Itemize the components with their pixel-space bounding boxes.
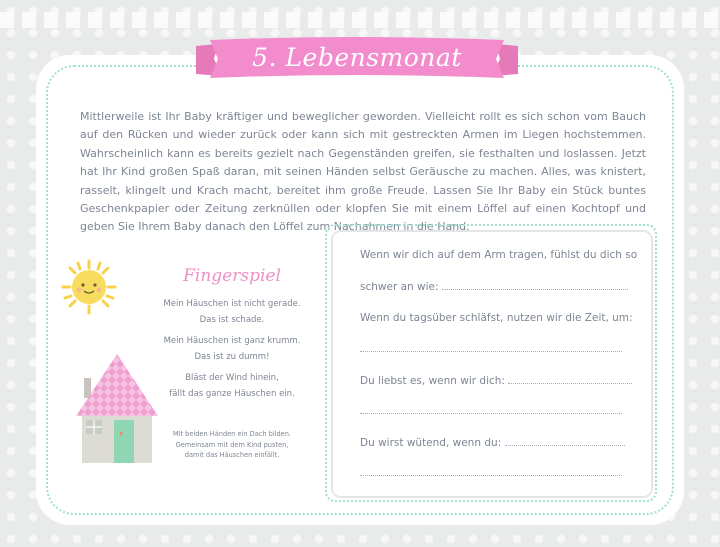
verse-line: Mein Häuschen ist ganz krumm. [163,336,301,346]
answer-love-field-2[interactable] [360,412,622,414]
question-nap: Wenn du tagsüber schläfst, nutzen wir die Zeit, um: [360,312,633,324]
answer-angry-field-2[interactable] [360,474,622,476]
intro-paragraph: Mittlerweile ist Ihr Baby kräftiger und beweglicher geworden. Vielleicht rollt es sich schon vom Bauch auf den Rücken und wieder zurück oder kann sich mit gestreckten Armen im Liegen hochstemmen. Wahrscheinlich kann es bereits gezielt nach Gegenständen greifen, sie festhalten und loslassen. Jetzt hat Ihr Kind großen Spaß daran, mit seinen Händen selbst Geräusche zu machen. Alles, was knistert, rasselt, klingelt und Krach macht, bereitet ihm große Freude. Lassen Sie Ihr Baby ein Stück buntes Geschenkpapier oder Zeitung zerknüllen oder klopfen Sie mit einem Löffel auf einen Kochtopf und geben Sie Ihrem Baby danach den Löffel zum Nachahmen in die Hand. [80,110,646,234]
verse-line: Das ist schade. [199,315,265,325]
verse-1 [158,296,306,328]
form-box [331,230,653,498]
instruction-line: Mit beiden Händen ein Dach bilden. [172,430,292,438]
verse-line: fällt das ganze Häuschen ein. [169,389,295,399]
question-love-line [360,374,624,387]
question-love-label: Du liebst es, wenn wir dich: [360,375,505,387]
title-banner [196,36,518,82]
instruction-line: damit das Häuschen einfällt. [184,451,280,459]
question-weight-line2 [360,280,624,293]
answer-angry-field[interactable] [505,436,625,446]
verse-line: Mein Häuschen ist nicht gerade. [163,299,301,309]
answer-love-field[interactable] [508,374,632,384]
house-icon [76,352,158,464]
verse-3 [158,370,306,402]
verse-line: Das ist zu dumm! [194,352,270,362]
verse-line: Bläst der Wind hinein, [185,373,279,383]
question-weight-line1: Wenn wir dich auf dem Arm tragen, fühlst du dich so [360,249,638,261]
instruction-line: Gemeinsam mit dem Kind pusten, [175,440,289,449]
verse-2 [158,333,306,365]
answer-nap-field[interactable] [360,350,622,352]
question-angry-line [360,436,624,449]
fingerspiel-instructions [162,429,302,461]
fingerspiel-title: Fingerspiel [183,266,281,286]
answer-weight-field[interactable] [442,280,628,290]
decorative-dot-border [0,12,720,28]
page-title: 5. Lebensmonat [252,43,462,72]
question-angry-label: Du wirst wütend, wenn du: [360,437,502,449]
question-weight-label: schwer an wie: [360,281,439,293]
sun-icon [60,258,118,316]
